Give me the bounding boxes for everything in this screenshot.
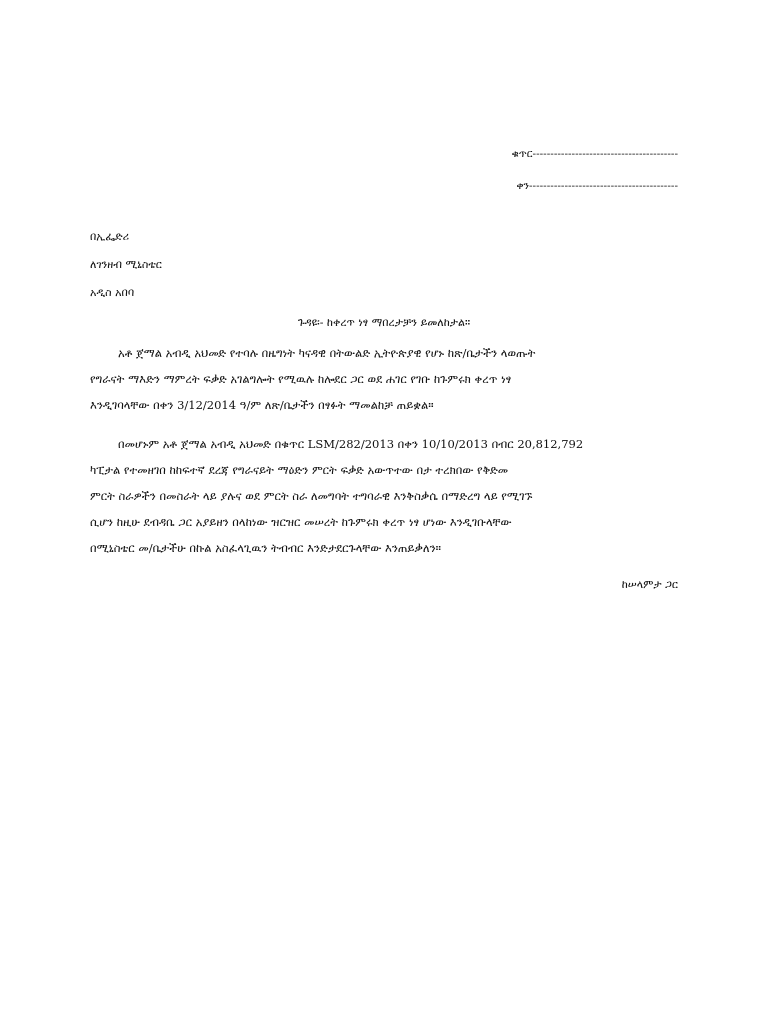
paragraph-line: ሲሆን ከዚሁ ደብዳቤ ጋር አያይዘን በላከነው ዝርዝር መሠረት ከጉምሩክ ቀረጥ ነፃ ሆነው እንዲገቡላቸው bbox=[90, 515, 512, 529]
subject-line: ጉዳዩ፡- ከቀረጥ ነፃ ማበረታቻን ይመለከታል። bbox=[297, 316, 471, 329]
closing-salutation: ከሠላምታ ጋር bbox=[621, 578, 678, 591]
reference-block bbox=[478, 146, 678, 194]
paragraph-line: ካፒታል የተመዘገበ ከከፍተኛ ደረጃ የግራናይት ማዕድን ምርት ፍቃድ አውጥተው በታ ተረክበው የቅድመ bbox=[90, 463, 509, 477]
reference-date-line: ቀን------------------------------------------ bbox=[516, 180, 678, 192]
paragraph-line: የግራናት ማእድን ማምረት ፍቃድ አገልግሎት የሚዉሉ ከሎደር ጋር ወደ ሐገር የገቡ ከጉምሩክ ቀረጥ ነፃ bbox=[90, 372, 512, 386]
body-paragraph-2 bbox=[90, 431, 682, 561]
paragraph-line: ምርት ስራዎችን በመስራት ላይ ያሉና ወደ ምርት ስራ ለመግባት ተግባራዊ እንቅስቃሴ በማድረግ ላይ የሚገኙ bbox=[90, 489, 533, 503]
addressee-line: በኢፌድሪ bbox=[90, 230, 130, 243]
paragraph-line: እንዲገባላቸው በቀን 3/12/2014 ዓ/ም ለጽ/ቤታችን በፃፉት ማመልከቻ ጠይቋል። bbox=[90, 398, 434, 412]
addressee-line: አዲስ አበባ bbox=[90, 286, 135, 299]
paragraph-line: በሚኒስቴር መ/ቤታችሁ በኩል አስፈላጊዉን ትብብር እንድታደርጉላቸው እንጠይቃለን። bbox=[90, 541, 442, 555]
reference-number-line: ቁጥር----------------------------------------- bbox=[511, 148, 678, 160]
paragraph-line: አቶ ጀማል አብዲ አህመድ የተባሉ በዜግነት ካናዳዊ በትውልድ ኢትዮጵያዊ የሆኑ ከጽ/ቤታችን ላወጡት bbox=[118, 346, 536, 360]
paragraph-line: በመሆኑም አቶ ጀማል አብዲ አህመድ በቁጥር LSM/282/2013 በቀን 10/10/2013 በብር 20,812,792 bbox=[118, 437, 584, 451]
addressee-block bbox=[90, 230, 162, 314]
body-paragraph-1 bbox=[90, 340, 682, 418]
addressee-line: ለገንዘብ ሚኒስቴር bbox=[90, 258, 162, 271]
